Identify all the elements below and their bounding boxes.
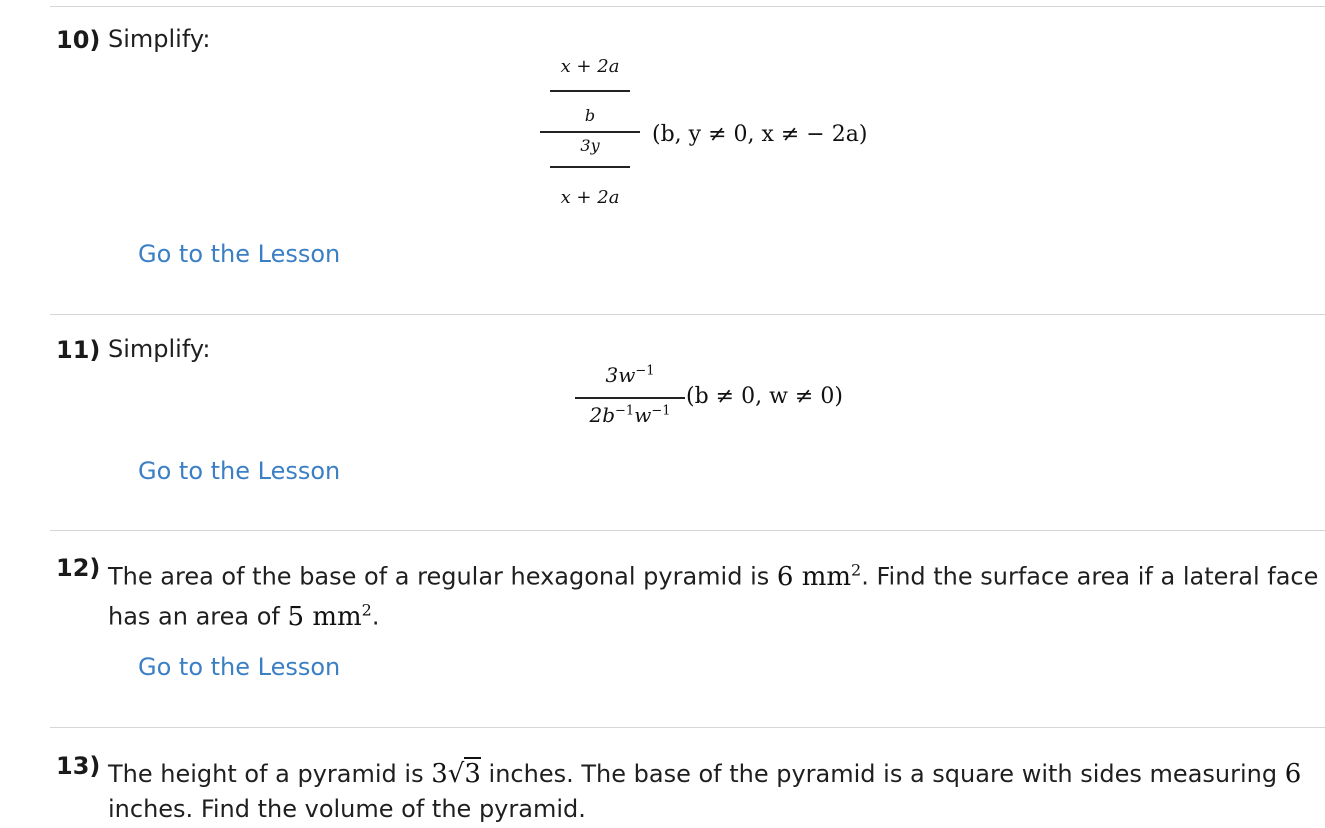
p12-base-area-value: 6 mm <box>776 561 852 592</box>
p12-base-area <box>777 562 861 592</box>
p10-num-bottom: b <box>584 106 596 125</box>
p13-text-b: inches. The base of the pyramid is a square with sides measuring <box>488 760 1278 788</box>
divider-12-13 <box>50 727 1325 728</box>
problem-10-prompt: Simplify: <box>108 25 211 53</box>
problem-11-prompt: Simplify: <box>108 335 211 363</box>
divider-top <box>50 6 1325 7</box>
p10-main-bar <box>540 131 640 133</box>
p11-den-b: 2b <box>589 403 616 427</box>
p12-lateral-area-value: 5 mm <box>287 601 362 632</box>
p11-den-w-exp: −1 <box>651 403 671 419</box>
p13-side: 6 <box>1284 759 1302 789</box>
p11-num-exp: −1 <box>635 363 655 379</box>
p12-base-area-exp: 2 <box>851 560 862 579</box>
divider-10-11 <box>50 314 1325 315</box>
p12-text-d: . <box>371 602 380 631</box>
p11-den-w: w <box>634 403 652 427</box>
p10-den-top-text: 3y <box>580 136 600 155</box>
problem-13-line-1 <box>108 755 1301 793</box>
p11-condition: (b ≠ 0, w ≠ 0) <box>686 384 843 409</box>
p13-text-a: The height of a pyramid is <box>108 760 424 788</box>
p10-den-bottom: x + 2a <box>560 187 620 208</box>
problem-13-number: 13) <box>56 752 101 780</box>
p12-lateral-area <box>288 602 372 632</box>
p12-lateral-area-exp: 2 <box>361 600 372 619</box>
p11-numerator <box>575 363 685 387</box>
p11-bar <box>575 397 685 399</box>
p10-den-bar <box>550 166 630 168</box>
lesson-link-10[interactable]: Go to the Lesson <box>138 240 341 268</box>
sqrt-icon: √ <box>447 759 465 789</box>
p11-denominator <box>575 403 685 427</box>
problem-12-line-1 <box>108 551 1318 596</box>
p12-text-b: . Find the surface area if a lateral face <box>861 562 1319 591</box>
p12-text-c: has an area of <box>108 602 280 631</box>
p11-num-base: 3w <box>605 363 636 387</box>
p11-den-b-exp: −1 <box>615 403 635 419</box>
problem-10-number: 10) <box>56 26 101 54</box>
lesson-link-12[interactable]: Go to the Lesson <box>138 653 341 681</box>
problem-13-line-2: inches. Find the volume of the pyramid. <box>108 795 586 823</box>
p10-num-bar <box>550 90 630 92</box>
divider-11-12 <box>50 530 1325 531</box>
p10-den-top <box>540 136 640 155</box>
p10-condition: (b, y ≠ 0, x ≠ − 2a) <box>652 122 868 147</box>
p13-height <box>431 757 481 789</box>
lesson-link-11[interactable]: Go to the Lesson <box>138 457 341 485</box>
problem-12-number: 12) <box>56 554 101 582</box>
p13-height-coef: 3 <box>431 759 448 789</box>
p10-num-top: x + 2a <box>560 56 620 77</box>
problem-12-line-2 <box>108 591 379 636</box>
p13-radicand: 3 <box>464 759 481 789</box>
p12-text-a: The area of the base of a regular hexagonal pyramid is <box>108 562 770 591</box>
problem-11-number: 11) <box>56 336 101 364</box>
